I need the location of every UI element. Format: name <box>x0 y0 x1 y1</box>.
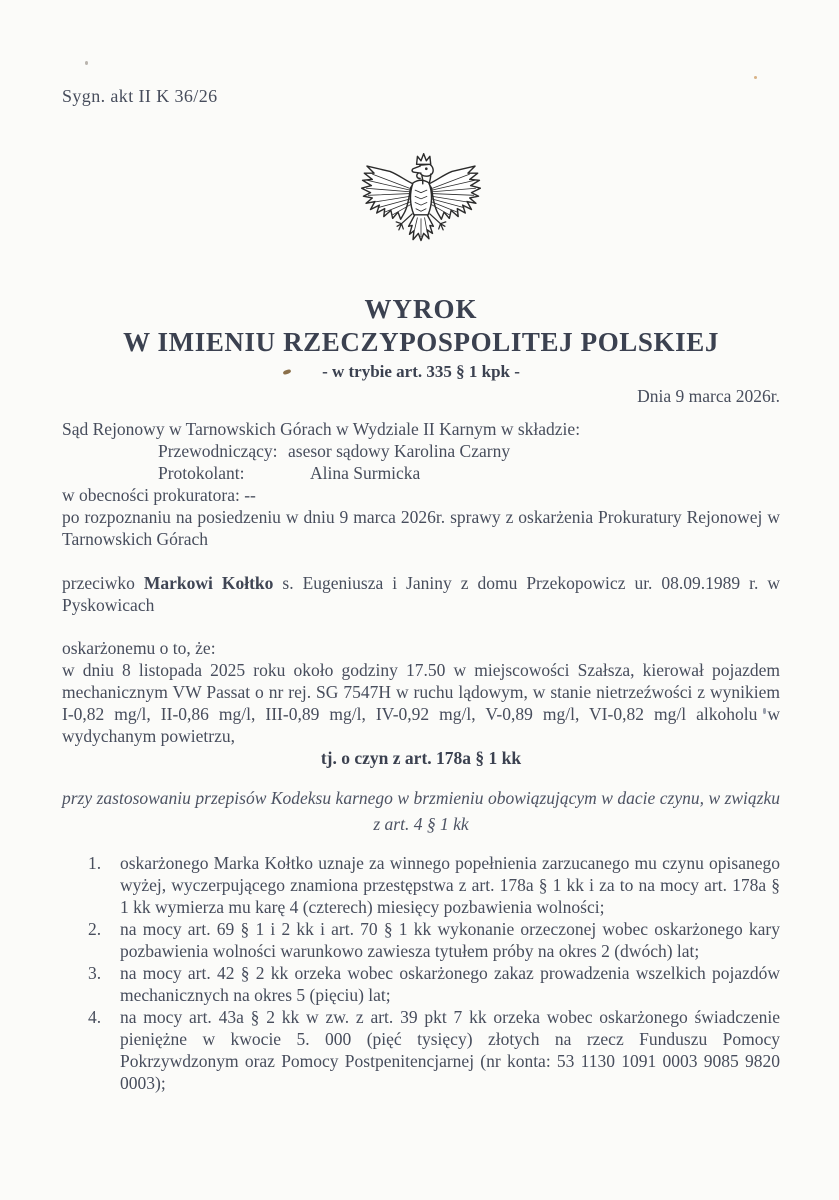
verdict-item <box>62 962 780 1006</box>
verdict-item-text: na mocy art. 69 § 1 i 2 kk i art. 70 § 1 kk wykonanie orzeczonej wobec oskarżonego kary pozbawienia wolności warunkowo zawiesza tytułem próby na okres 2 (dwóch) lat; <box>120 919 780 961</box>
polish-eagle-emblem <box>62 151 780 275</box>
prosecutor-line: w obecności prokuratora: -- <box>62 485 256 505</box>
verdict-item-text: oskarżonego Marka Kołtko uznaje za winnego popełnienia zarzucanego mu czynu opisanego wyżej, wyczerpującego znamiona przestępstwa z art. 178a § 1 kk i za to na mocy art. 178a § 1 kk wymierza mu karę 4 (czterech) miesięcy pozbawienia wolności; <box>120 853 780 917</box>
judgment-subtitle: W IMIENIU RZECZYPOSPOLITEJ POLSKIEJ <box>123 327 719 357</box>
verdict-item-number: 1. <box>88 853 102 873</box>
defendant-prefix: przeciwko <box>62 573 144 593</box>
defendant-name: Markowi Kołtko <box>143 573 274 593</box>
legal-qualification: tj. o czyn z art. 178a § 1 kk <box>320 748 522 768</box>
role-row-clerk <box>62 462 780 484</box>
verdict-item-number: 2. <box>88 919 102 939</box>
hearing-line: po rozpoznaniu na posiedzeniu w dniu 9 marca 2026r. sprawy z oskarżenia Prokuratury Rejonowej w Tarnowskich Górach <box>62 507 780 549</box>
procedure-mode-line: - w trybie art. 335 § 1 kpk - <box>322 362 520 381</box>
verdict-list <box>62 852 780 1094</box>
judgment-title: WYROK <box>364 294 478 324</box>
retroactivity-note: przy zastosowaniu przepisów Kodeksu karnego w brzmieniu obowiązującym w dacie czynu, w związku z art. 4 § 1 kk <box>62 788 780 834</box>
case-number: Sygn. akt II K 36/26 <box>62 86 218 106</box>
charge-description: w dniu 8 listopada 2025 roku około godziny 17.50 w miejscowości Szałsza, kierował pojazdem mechanicznym VW Passat o nr rej. SG 7547H w ruchu lądowym, w stanie nietrzeźwości z wynikiem I-0,82 mg/l, II-0,86 mg/l, III-0,89 mg/l, IV-0,92 mg/l, V-0,89 mg/l, VI-0,82 mg/l alkoholu w wydychanym powietrzu, <box>62 660 780 746</box>
verdict-item-number: 4. <box>88 1007 102 1027</box>
charge-intro: oskarżonemu o to, że: <box>62 638 216 658</box>
verdict-item-number: 3. <box>88 963 102 983</box>
role-value: Alina Surmicka <box>310 463 421 483</box>
role-row-presiding <box>62 440 780 462</box>
verdict-item-text: na mocy art. 43a § 2 kk w zw. z art. 39 pkt 7 kk orzeka wobec oskarżonego świadczenie pieniężne w kwocie 5. 000 (pięć tysięcy) złotych na rzecz Funduszu Pomocy Pokrzywdzonym oraz Pomocy Postpenitencjarnej (nr konta: 53 1130 1091 0003 9085 9820 0003); <box>120 1007 780 1093</box>
role-label: Protokolant: <box>158 463 245 483</box>
judgment-date: Dnia 9 marca 2026r. <box>637 386 780 406</box>
role-value: asesor sądowy Karolina Czarny <box>288 441 511 461</box>
role-label: Przewodniczący: <box>158 441 278 461</box>
defendant-line <box>62 572 780 616</box>
verdict-item <box>62 852 780 918</box>
defendant-suffix: s. Eugeniusza i Janiny z domu Przekopowicz ur. 08.09.1989 r. w Pyskowicach <box>62 573 780 615</box>
verdict-item <box>62 1006 780 1094</box>
court-composition-intro: Sąd Rejonowy w Tarnowskich Górach w Wydziale II Karnym w składzie: <box>62 419 581 439</box>
verdict-item-text: na mocy art. 42 § 2 kk orzeka wobec oskarżonego zakaz prowadzenia wszelkich pojazdów mechanicznych na okres 5 (pięciu) lat; <box>120 963 780 1005</box>
verdict-item <box>62 918 780 962</box>
